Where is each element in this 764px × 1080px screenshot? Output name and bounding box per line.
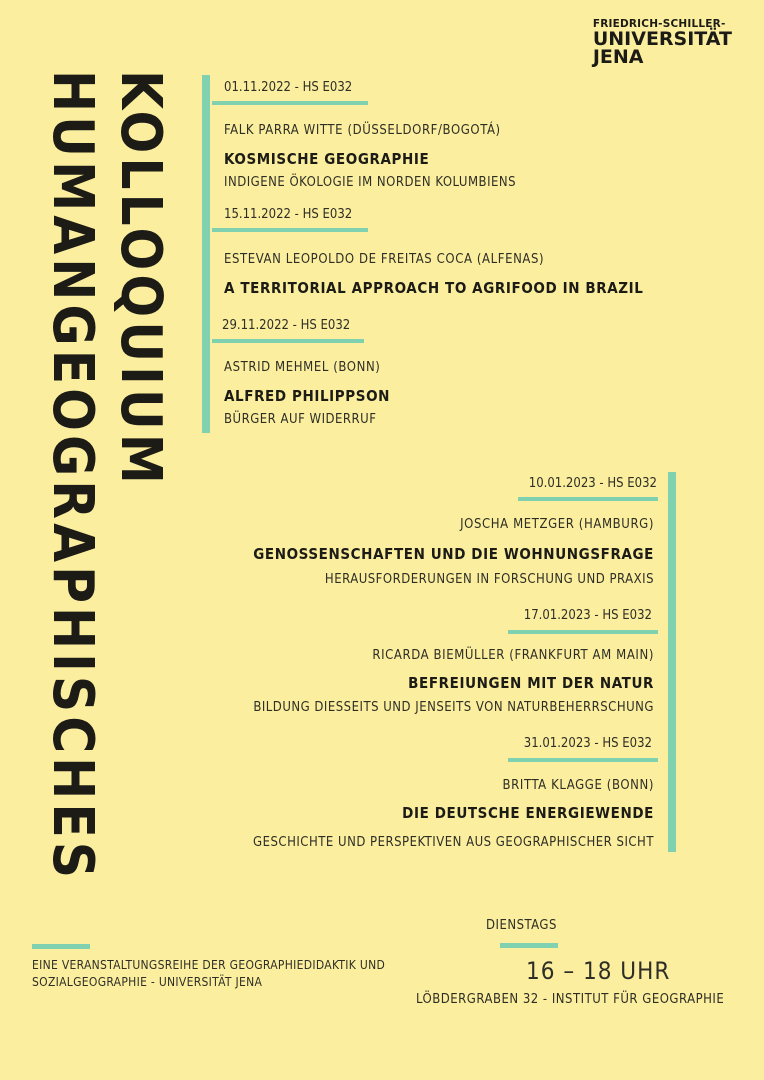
- event-1-title: KOSMISCHE GEOGRAPHIE: [224, 150, 430, 168]
- accent-bar-2022: [202, 75, 210, 433]
- event-5-date: 17.01.2023 - HS E032: [523, 608, 652, 623]
- location-label: LÖBDERGRABEN 32 - INSTITUT FÜR GEOGRAPHIE: [416, 992, 725, 1007]
- poster-title-line-2: KOLLOQUIUM: [108, 70, 173, 488]
- event-3-date-underline: [212, 339, 364, 343]
- time-label: 16 – 18 UHR: [526, 957, 671, 985]
- event-4-subtitle: HERAUSFORDERUNGEN IN FORSCHUNG UND PRAXIS: [324, 572, 654, 587]
- event-5-date-underline: [508, 630, 658, 634]
- event-3-subtitle: BÜRGER AUF WIDERRUF: [224, 412, 377, 427]
- day-underline: [500, 943, 558, 948]
- event-6-subtitle: GESCHICHTE UND PERSPEKTIVEN AUS GEOGRAPHISCHER SICHT: [253, 835, 654, 850]
- event-4-title: GENOSSENSCHAFTEN UND DIE WOHNUNGSFRAGE: [253, 545, 654, 563]
- event-1-subtitle: INDIGENE ÖKOLOGIE IM NORDEN KOLUMBIENS: [224, 175, 517, 190]
- event-4-date-underline: [518, 497, 658, 501]
- poster-title-line-1: HUMANGEOGRAPHISCHES: [40, 70, 105, 883]
- event-3-speaker: ASTRID MEHMEL (BONN): [224, 360, 381, 375]
- event-6-date: 31.01.2023 - HS E032: [523, 736, 652, 751]
- accent-bar-2023: [668, 472, 676, 852]
- day-label: DIENSTAGS: [486, 918, 557, 933]
- logo-line-2: UNIVERSITÄT: [592, 28, 732, 50]
- event-5-speaker: RICARDA BIEMÜLLER (FRANKFURT AM MAIN): [372, 648, 654, 663]
- footer-left-accent: [32, 944, 90, 949]
- event-2-date: 15.11.2022 - HS E032: [224, 207, 353, 222]
- event-6-date-underline: [508, 758, 658, 762]
- event-5-title: BEFREIUNGEN MIT DER NATUR: [408, 674, 654, 692]
- event-3-date: 29.11.2022 - HS E032: [222, 318, 351, 333]
- event-1-date: 01.11.2022 - HS E032: [224, 80, 353, 95]
- event-4-date: 10.01.2023 - HS E032: [528, 476, 657, 491]
- event-3-title: ALFRED PHILIPPSON: [224, 387, 391, 405]
- event-5-subtitle: BILDUNG DIESSEITS UND JENSEITS VON NATURBEHERRSCHUNG: [253, 700, 654, 715]
- logo-line-3: JENA: [592, 46, 644, 68]
- organizer-text: EINE VERANSTALTUNGSREIHE DER GEOGRAPHIEDIDAKTIK UND SOZIALGEOGRAPHIE - UNIVERSITÄT JENA: [32, 958, 386, 989]
- event-2-date-underline: [212, 228, 368, 232]
- event-6-title: DIE DEUTSCHE ENERGIEWENDE: [402, 804, 654, 822]
- logo-line-1: FRIEDRICH-SCHILLER-: [592, 18, 726, 30]
- event-1-speaker: FALK PARRA WITTE (DÜSSELDORF/BOGOTÁ): [224, 123, 501, 138]
- event-2-title: A TERRITORIAL APPROACH TO AGRIFOOD IN BRAZIL: [224, 279, 644, 297]
- event-6-speaker: BRITTA KLAGGE (BONN): [502, 778, 654, 793]
- event-4-speaker: JOSCHA METZGER (HAMBURG): [460, 517, 654, 532]
- university-logo: [593, 18, 732, 66]
- event-1-date-underline: [212, 101, 368, 105]
- event-2-speaker: ESTEVAN LEOPOLDO DE FREITAS COCA (ALFENAS): [224, 252, 545, 267]
